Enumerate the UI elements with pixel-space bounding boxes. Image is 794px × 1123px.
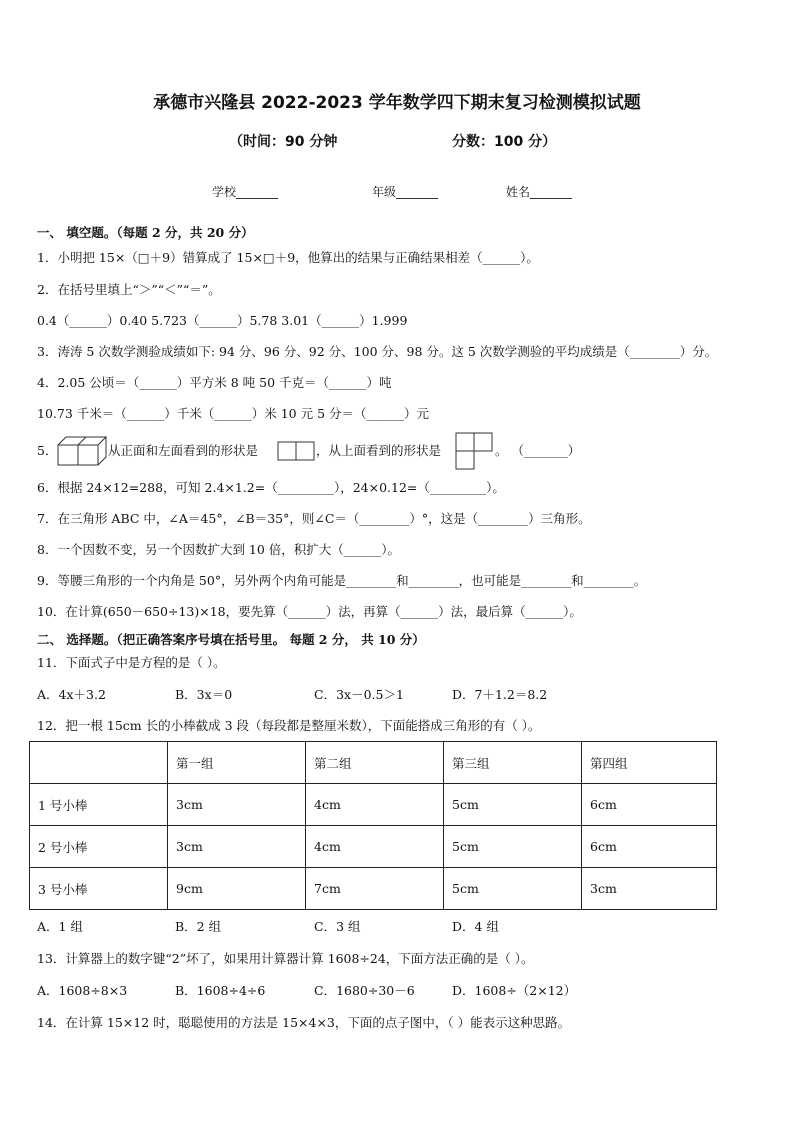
table-cell: 5cm xyxy=(444,868,582,910)
table-row xyxy=(30,826,717,868)
q11-option-b: B．3x＝0 xyxy=(175,687,233,702)
question-4: 4．2.05 公顷＝（______）平方米 8 吨 50 千克＝（______）吨 xyxy=(37,375,392,390)
question-10: 10．在计算(650－650÷13)×18，要先算（______）法，再算（______）法，最后算（______）。 xyxy=(37,604,582,619)
question-9: 9．等腰三角形的一个内角是 50°，另外两个内角可能是________和________，也可能是________和________。 xyxy=(37,573,647,588)
q13-option-b: B．1608÷4÷6 xyxy=(175,983,266,998)
front-view-figure xyxy=(277,440,317,462)
school-field: 学校_______ xyxy=(212,185,279,199)
table-header-row xyxy=(30,742,717,784)
name-field: 姓名_______ xyxy=(506,185,573,199)
table-row xyxy=(30,868,717,910)
top-view-figure xyxy=(455,432,495,470)
question-1: 1．小明把 15×（□＋9）错算成了 15×□＋9，他算出的结果与正确结果相差（______）。 xyxy=(37,250,539,265)
table-cell: 6cm xyxy=(582,784,717,826)
table-cell: 3cm xyxy=(168,826,306,868)
exam-score: 分数：100 分） xyxy=(452,134,557,150)
sticks-table xyxy=(29,741,717,910)
q13-option-a: A．1608÷8×3 xyxy=(37,983,128,998)
question-5-text-c: 。 （_______） xyxy=(495,443,581,458)
question-7: 7．在三角形 ABC 中，∠A＝45°，∠B＝35°，则∠C＝（________）°，这是（________）三角形。 xyxy=(37,511,591,526)
question-8: 8．一个因数不变，另一个因数扩大到 10 倍，积扩大（______）。 xyxy=(37,542,401,557)
question-5-text-a: 从正面和左面看到的形状是 xyxy=(108,443,259,458)
table-cell: 5cm xyxy=(444,826,582,868)
q12-option-a: A．1 组 xyxy=(37,919,83,934)
table-header-cell: 第四组 xyxy=(582,742,717,784)
question-5-text-b: ，从上面看到的形状是 xyxy=(316,443,442,458)
table-header-cell: 第二组 xyxy=(306,742,444,784)
q13-option-c: C．1680÷30－6 xyxy=(314,983,415,998)
table-cell: 3cm xyxy=(582,868,717,910)
q12-option-c: C．3 组 xyxy=(314,919,361,934)
table-cell: 2 号小棒 xyxy=(30,826,168,868)
section-1-heading: 一、 填空题。（每题 2 分，共 20 分） xyxy=(37,225,254,240)
table-cell: 1 号小棒 xyxy=(30,784,168,826)
table-row xyxy=(30,784,717,826)
table-header-cell: 第三组 xyxy=(444,742,582,784)
section-2-heading: 二、 选择题。（把正确答案序号填在括号里。 每题 2 分， 共 10 分） xyxy=(37,632,425,647)
question-11: 11．下面式子中是方程的是（ ）。 xyxy=(37,655,226,670)
q11-option-d: D．7＋1.2＝8.2 xyxy=(452,687,548,702)
question-5-number: 5． xyxy=(37,443,58,458)
q12-option-b: B．2 组 xyxy=(175,919,222,934)
table-cell: 3cm xyxy=(168,784,306,826)
table-cell: 9cm xyxy=(168,868,306,910)
exam-title: 承德市兴隆县 2022-2023 学年数学四下期末复习检测模拟试题 xyxy=(153,93,641,113)
question-2-items: 0.4（______）0.40 5.723（______）5.78 3.01（______）1.999 xyxy=(37,313,408,328)
question-3: 3．涛涛 5 次数学测验成绩如下: 94 分、96 分、92 分、100 分、98 分。这 5 次数学测验的平均成绩是（________）分。 xyxy=(37,344,718,359)
question-14: 14．在计算 15×12 时，聪聪使用的方法是 15×4×3，下面的点子图中，（ ）能表示这种思路。 xyxy=(37,1015,571,1030)
cube-solid-figure xyxy=(57,435,107,467)
exam-time: （时间：90 分钟 xyxy=(229,134,338,150)
table-cell: 5cm xyxy=(444,784,582,826)
question-6: 6．根据 24×12=288，可知 2.4×1.2=（_________），24×0.12=（_________）。 xyxy=(37,480,505,495)
table-cell: 4cm xyxy=(306,826,444,868)
q11-option-a: A．4x＋3.2 xyxy=(37,687,106,702)
q11-option-c: C．3x－0.5＞1 xyxy=(314,687,404,702)
table-cell: 6cm xyxy=(582,826,717,868)
q12-option-d: D．4 组 xyxy=(452,919,499,934)
table-cell: 4cm xyxy=(306,784,444,826)
grade-field: 年级_______ xyxy=(372,185,439,199)
question-2: 2．在括号里填上“＞”“＜”“＝”。 xyxy=(37,282,221,297)
question-12: 12．把一根 15cm 长的小棒截成 3 段（每段都是整厘米数），下面能搭成三角形的有（ ）。 xyxy=(37,718,541,733)
q13-option-d: D．1608÷（2×12） xyxy=(452,983,577,998)
question-13: 13．计算器上的数字键“2”坏了，如果用计算器计算 1608÷24，下面方法正确的是（ ）。 xyxy=(37,951,534,966)
table-cell: 3 号小棒 xyxy=(30,868,168,910)
question-4-items: 10.73 千米＝（______）千米（______）米 10 元 5 分＝（______）元 xyxy=(37,406,430,421)
table-header-cell: 第一组 xyxy=(168,742,306,784)
table-cell: 7cm xyxy=(306,868,444,910)
table-header-cell xyxy=(30,742,168,784)
